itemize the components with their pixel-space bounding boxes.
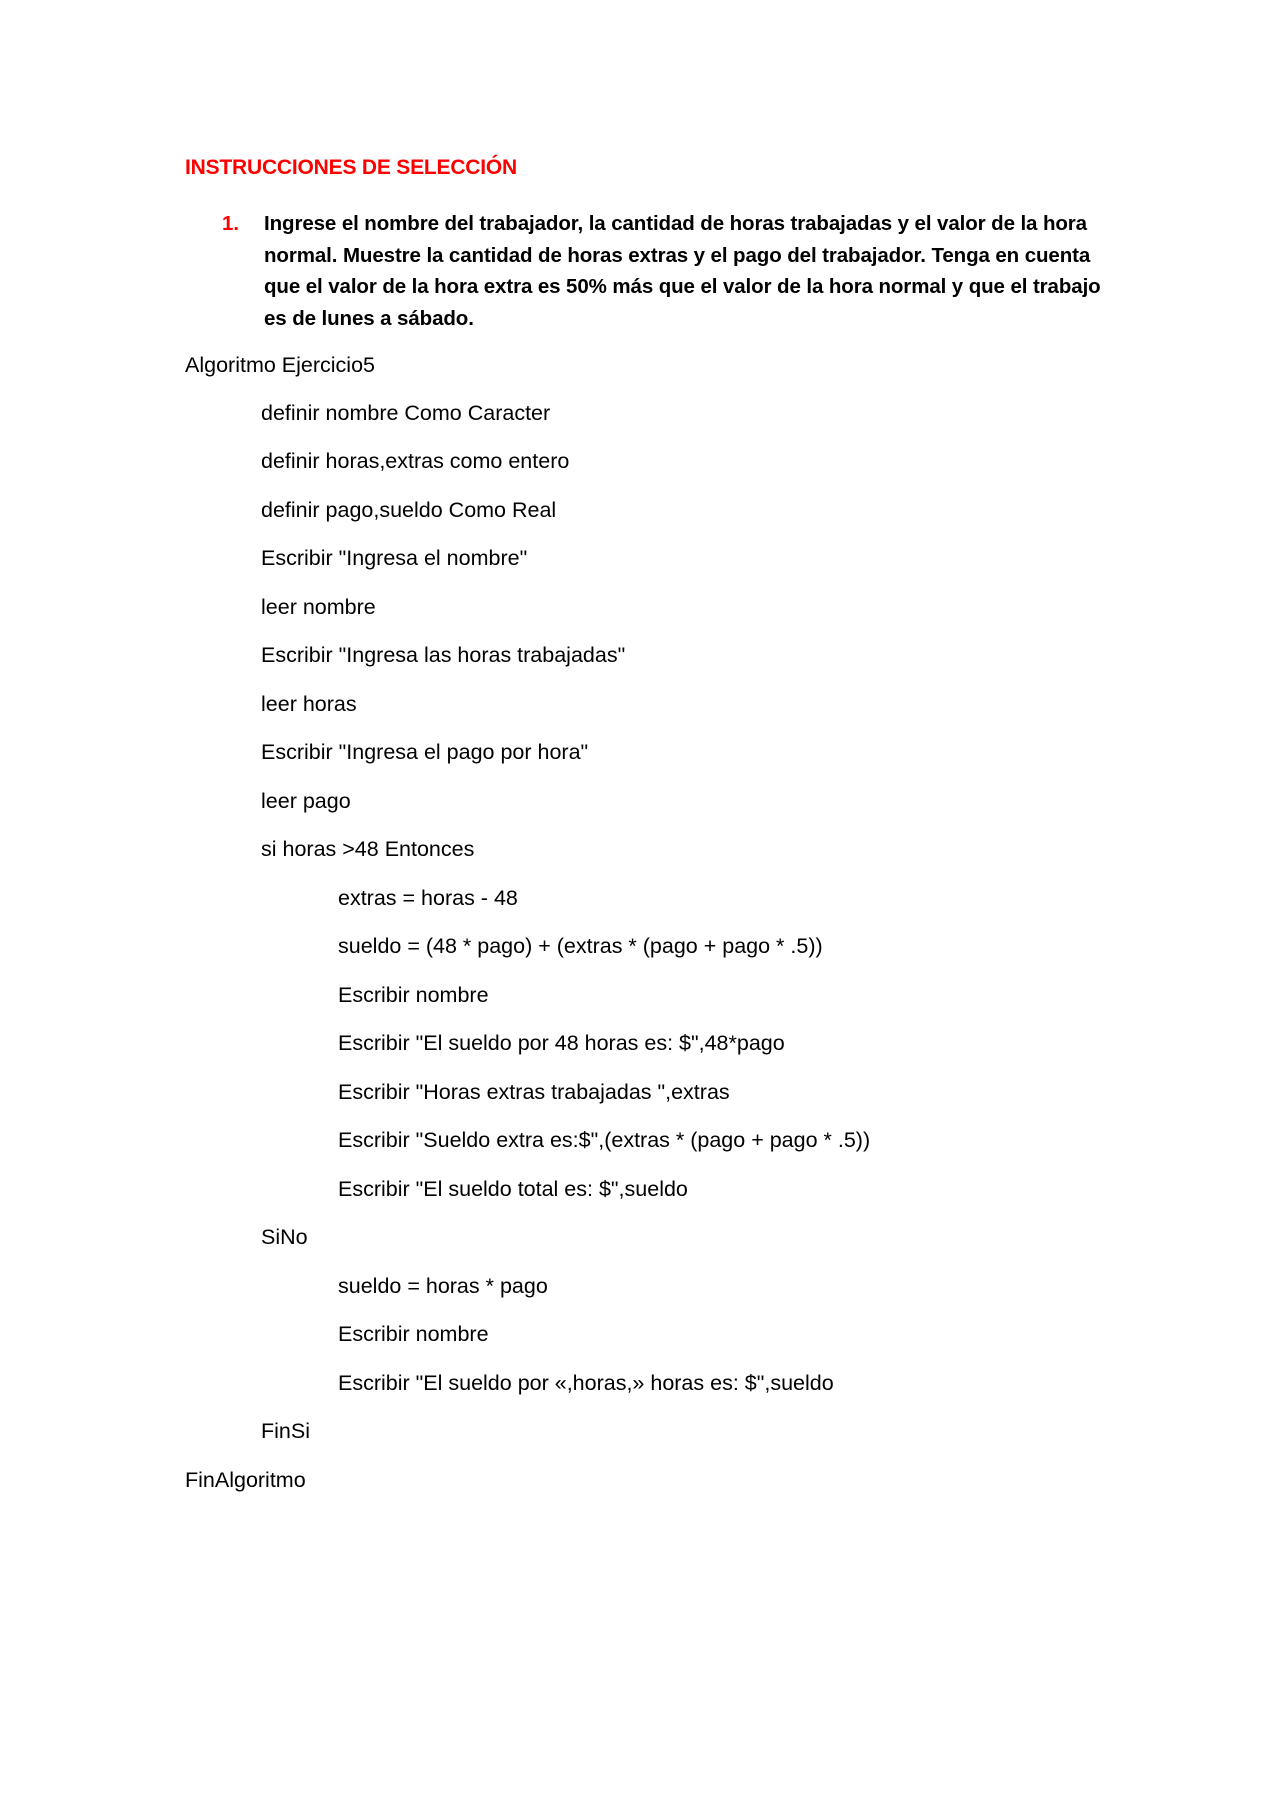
code-line: extras = horas - 48 <box>338 886 518 910</box>
exercise-text: Ingrese el nombre del trabajador, la cantidad de horas trabajadas y el valor de la hora normal. Muestre la cantidad de horas extras y el pago del trabajador. Tenga en cuenta que el valor de la hora extra es 50% más que el valor de la hora normal y que el trabajo es de lunes a sábado. <box>264 212 1101 330</box>
code-line: Escribir "Horas extras trabajadas ",extras <box>338 1080 730 1104</box>
algorithm-start-line: Algoritmo Ejercicio5 <box>185 353 375 377</box>
code-line: Escribir "El sueldo por «,horas,» horas es: $",sueldo <box>338 1371 834 1395</box>
code-line: sueldo = horas * pago <box>338 1274 548 1298</box>
code-line: si horas >48 Entonces <box>261 837 475 861</box>
code-line: Escribir "Ingresa el pago por hora" <box>261 740 589 764</box>
exercise-number: 1. <box>222 212 240 235</box>
code-line: definir pago,sueldo Como Real <box>261 498 557 522</box>
exercise-item <box>222 208 1102 334</box>
code-line: Escribir "El sueldo por 48 horas es: $",48*pago <box>338 1031 785 1055</box>
code-line: Escribir nombre <box>338 1322 489 1346</box>
code-line: leer horas <box>261 692 357 716</box>
code-line: leer pago <box>261 789 351 813</box>
code-line: definir horas,extras como entero <box>261 449 570 473</box>
code-line: sueldo = (48 * pago) + (extras * (pago + pago * .5)) <box>338 934 823 958</box>
code-line: leer nombre <box>261 595 376 619</box>
code-line: Escribir "Sueldo extra es:$",(extras * (pago + pago * .5)) <box>338 1128 871 1152</box>
code-line: definir nombre Como Caracter <box>261 401 551 425</box>
code-line: Escribir nombre <box>338 983 489 1007</box>
code-line: SiNo <box>261 1225 308 1249</box>
code-line: FinSi <box>261 1419 310 1443</box>
algorithm-end-line: FinAlgoritmo <box>185 1468 306 1492</box>
code-line: Escribir "El sueldo total es: $",sueldo <box>338 1177 688 1201</box>
section-heading: INSTRUCCIONES DE SELECCIÓN <box>185 156 517 179</box>
code-line: Escribir "Ingresa el nombre" <box>261 546 528 570</box>
code-line: Escribir "Ingresa las horas trabajadas" <box>261 643 626 667</box>
